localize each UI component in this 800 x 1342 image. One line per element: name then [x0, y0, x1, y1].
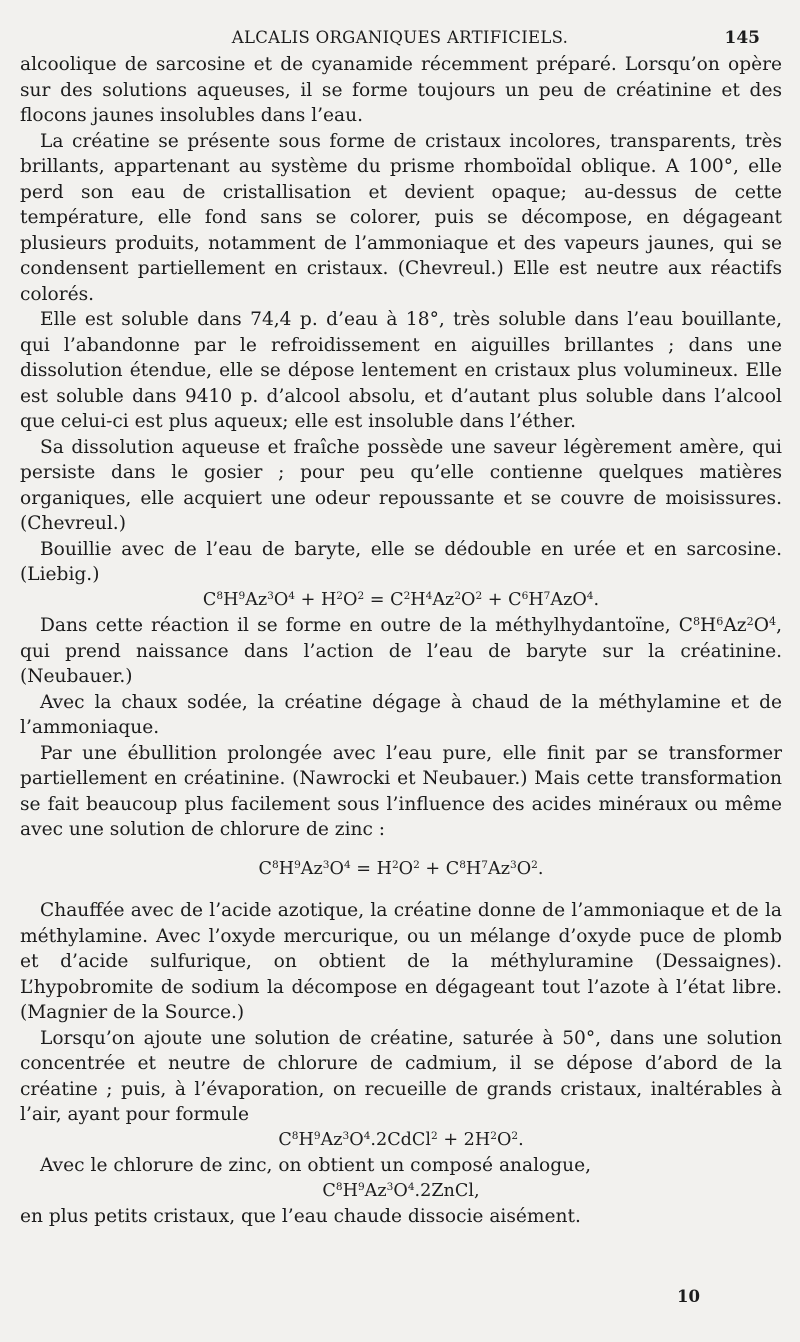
page-header	[0, 22, 800, 52]
paragraph: La créatine se présente sous forme de cristaux incolores, transparents, très brillants, appartenant au système du prisme rhomboïdal oblique. A 100°, elle perd son eau de cristallisation et devient opaque; au-dessus de cette température, elle fond sans se colorer, puis se décompose, en dégageant plusieurs produits, notamment de l’ammoniaque et des vapeurs jaunes, qui se condensent partiellement en cristaux. (Chevreul.) Elle est neutre aux réactifs colorés.	[20, 130, 782, 305]
paragraph: Elle est soluble dans 74,4 p. d’eau à 18°, très soluble dans l’eau bouillante, qui l’abandonne par le refroidissement en aiguilles brillantes ; dans une dissolution étendue, elle se dépose lentement en cristaux plus volumineux. Elle est soluble dans 9410 p. d’alcool absolu, et d’autant plus soluble dans l’alcool que celui-ci est plus aqueux; elle est insoluble dans l’éther.	[20, 309, 782, 432]
paragraph: Avec le chlorure de zinc, on obtient un composé analogue,	[40, 1155, 592, 1176]
paragraph: en plus petits cristaux, que l’eau chaude dissocie aisément.	[20, 1206, 581, 1227]
signature-mark: 10	[677, 1287, 700, 1306]
page-number: 145	[724, 28, 760, 48]
paragraph: Bouillie avec de l’eau de baryte, elle se dédouble en urée et en sarcosine. (Liebig.)	[20, 538, 782, 585]
chemical-formula: $C^8H^9Az^3O^4.2CdCl^2 + 2H^2O^2$.	[278, 1129, 524, 1150]
chemical-formula: $C^8H^9Az^3O^4 = H^2O^2 + C^8H^7Az^3O^2$.	[258, 858, 544, 879]
running-title: ALCALIS ORGANIQUES ARTIFICIELS.	[231, 28, 569, 47]
paragraph: Chauffée avec de l’acide azotique, la créatine donne de l’ammoniaque et de la méthylamine. Avec l’oxyde mercurique, ou un mélange d’oxyde puce de plomb et d’acide sulfurique, on obtient de la méthyluramine (Dessaignes). L’hypobromite de sodium la décompose en dégageant tout l’azote à l’état libre. (Magnier de la Source.)	[20, 900, 782, 1023]
body-text	[20, 52, 782, 1230]
chemical-formula: $C^8H^9Az^3O^4.2ZnCl$,	[322, 1180, 480, 1201]
paragraph: Lorsqu’on ajoute une solution de créatine, saturée à 50°, dans une solution concentrée et neutre de chlorure de cadmium, il se dépose d’abord de la créatine ; puis, à l’évaporation, on recueille de grands cristaux, inaltérables à l’air, ayant pour formule	[20, 1027, 782, 1125]
chemical-formula: $C^8H^9Az^3O^4 + H^2O^2 = C^2H^4Az^2O^2 + C^6H^7AzO^4$.	[202, 589, 600, 610]
paragraph: alcoolique de sarcosine et de cyanamide récemment préparé. Lorsqu’on opère sur des solutions aqueuses, il se forme toujours un peu de créatinine et des flocons jaunes insolubles dans l’eau.	[20, 54, 782, 126]
paragraph: Avec la chaux sodée, la créatine dégage à chaud de la méthylamine et de l’ammoniaque.	[20, 691, 782, 738]
paragraph: Dans cette réaction il se forme en outre de la méthylhydantoïne, $C^8H^6Az^2O^4$, qui prend naissance dans l’action de l’eau de baryte sur la créatinine. (Neubauer.)	[20, 614, 782, 687]
paragraph: Sa dissolution aqueuse et fraîche possède une saveur légèrement amère, qui persiste dans le gosier ; pour peu qu’elle contienne quelques matières organiques, elle acquiert une odeur repoussante et se couvre de moisissures. (Chevreul.)	[20, 436, 782, 534]
paragraph: Par une ébullition prolongée avec l’eau pure, elle finit par se transformer partiellement en créatinine. (Nawrocki et Neubauer.) Mais cette transformation se fait beaucoup plus facilement sous l’influence des acides minéraux ou même avec une solution de chlorure de zinc :	[20, 742, 782, 840]
